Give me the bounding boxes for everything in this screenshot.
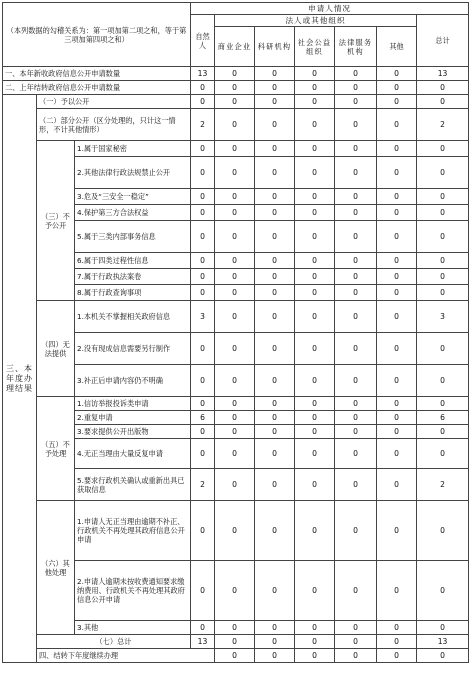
- group-label-g5: （五）不予处理: [37, 397, 75, 501]
- value-cell-research: 0: [255, 397, 295, 411]
- value-cell-social: 0: [335, 649, 377, 663]
- header-other: 其他: [377, 27, 417, 67]
- value-cell-total: 0: [417, 285, 469, 301]
- value-cell-total: 0: [417, 365, 469, 397]
- value-cell-natural-person: 0: [191, 561, 215, 621]
- value-cell-social: 0: [295, 365, 335, 397]
- value-cell-natural-person: 0: [191, 333, 215, 365]
- row-label: 4.保护第三方合法权益: [75, 205, 191, 221]
- row-label: 1.本机关不掌握相关政府信息: [75, 301, 191, 333]
- value-cell-natural-person: 0: [191, 205, 215, 221]
- value-cell-research: 0: [255, 109, 295, 141]
- value-cell-research: 0: [255, 67, 295, 81]
- value-cell-commercial: 0: [215, 205, 255, 221]
- row-label: 二、上年结转政府信息公开申请数量: [3, 81, 191, 95]
- row-label: 四、结转下年度继续办理: [37, 649, 215, 663]
- value-cell-total: 0: [417, 189, 469, 205]
- value-cell-other: 0: [377, 469, 417, 501]
- header-note: （本列数据的勾稽关系为：第一项加第二项之和，等于第三项加第四项之和）: [3, 3, 191, 67]
- value-cell-other: 0: [417, 649, 469, 663]
- value-cell-other: 0: [377, 205, 417, 221]
- header-row-1: [3, 3, 469, 15]
- value-cell-commercial: 0: [215, 269, 255, 285]
- header-total: 总计: [417, 15, 469, 67]
- value-cell-legal-service: 0: [335, 189, 377, 205]
- table-row: [3, 95, 469, 109]
- header-applicant-situation: 申请人情况: [191, 3, 469, 15]
- value-cell-legal-service: 0: [377, 649, 417, 663]
- value-cell-commercial: 0: [215, 425, 255, 439]
- value-cell-commercial: 0: [215, 439, 255, 469]
- value-cell-commercial: 0: [215, 301, 255, 333]
- value-cell-commercial: 0: [215, 221, 255, 253]
- value-cell-social: 0: [295, 67, 335, 81]
- table-row: [3, 81, 469, 95]
- value-cell-research: 0: [295, 649, 335, 663]
- value-cell-natural-person: 0: [191, 439, 215, 469]
- table-row: [3, 109, 469, 141]
- value-cell-commercial: 0: [215, 621, 255, 635]
- value-cell-research: 0: [255, 189, 295, 205]
- value-cell-social: 0: [295, 81, 335, 95]
- header-natural-person: 自然人: [191, 15, 215, 67]
- row-label: 3.其他: [75, 621, 191, 635]
- row-label: 3.补正后申请内容仍不明确: [75, 365, 191, 397]
- row-label: 8.属于行政查询事项: [75, 285, 191, 301]
- value-cell-research: 0: [255, 301, 295, 333]
- value-cell-commercial: 0: [215, 285, 255, 301]
- value-cell-research: 0: [255, 333, 295, 365]
- value-cell-total: 13: [417, 635, 469, 649]
- group-label-g3: （三）不予公开: [37, 141, 75, 301]
- value-cell-total: 0: [417, 141, 469, 157]
- value-cell-research: 0: [255, 157, 295, 189]
- value-cell-natural-person: 0: [191, 425, 215, 439]
- row-label: 2.申请人逾期未按收费通知要求缴纳费用、行政机关不再处理其政府信息公开申请: [75, 561, 191, 621]
- value-cell-total: 3: [417, 301, 469, 333]
- value-cell-natural-person: 0: [191, 501, 215, 561]
- value-cell-total: 0: [417, 439, 469, 469]
- value-cell-commercial: 0: [215, 365, 255, 397]
- value-cell-other: 0: [377, 333, 417, 365]
- value-cell-research: 0: [255, 425, 295, 439]
- value-cell-legal-service: 0: [335, 157, 377, 189]
- value-cell-research: 0: [255, 269, 295, 285]
- value-cell-research: 0: [255, 411, 295, 425]
- header-legal-service: 法律服务机构: [335, 27, 377, 67]
- header-commercial: 商业企业: [215, 27, 255, 67]
- value-cell-legal-service: 0: [335, 333, 377, 365]
- value-cell-research: 0: [255, 95, 295, 109]
- value-cell-natural-person: 0: [215, 649, 255, 663]
- value-cell-other: 0: [377, 425, 417, 439]
- value-cell-natural-person: 0: [191, 81, 215, 95]
- value-cell-research: 0: [255, 501, 295, 561]
- application-statistics-table-wrapper: [2, 2, 468, 663]
- value-cell-research: 0: [255, 253, 295, 269]
- value-cell-social: 0: [295, 285, 335, 301]
- value-cell-legal-service: 0: [335, 469, 377, 501]
- value-cell-social: 0: [295, 333, 335, 365]
- value-cell-commercial: 0: [215, 81, 255, 95]
- value-cell-legal-service: 0: [335, 221, 377, 253]
- table-row: [3, 649, 469, 663]
- value-cell-other: 0: [377, 635, 417, 649]
- value-cell-total: 2: [417, 469, 469, 501]
- value-cell-legal-service: 0: [335, 301, 377, 333]
- section-label-r3: 三、本年度办理结果: [3, 95, 37, 663]
- value-cell-natural-person: 0: [191, 621, 215, 635]
- value-cell-social: 0: [295, 469, 335, 501]
- value-cell-legal-service: 0: [335, 141, 377, 157]
- value-cell-other: 0: [377, 109, 417, 141]
- value-cell-social: 0: [295, 141, 335, 157]
- value-cell-research: 0: [255, 285, 295, 301]
- value-cell-research: 0: [255, 635, 295, 649]
- value-cell-research: 0: [255, 205, 295, 221]
- row-label: 2.其他法律行政法规禁止公开: [75, 157, 191, 189]
- row-label: 5.要求行政机关确认或重新出具已获取信息: [75, 469, 191, 501]
- header-research: 科研机构: [255, 27, 295, 67]
- value-cell-legal-service: 0: [335, 397, 377, 411]
- value-cell-natural-person: 2: [191, 469, 215, 501]
- value-cell-other: 0: [377, 285, 417, 301]
- value-cell-legal-service: 0: [335, 81, 377, 95]
- value-cell-commercial: 0: [215, 95, 255, 109]
- value-cell-natural-person: 0: [191, 141, 215, 157]
- value-cell-total: 0: [417, 81, 469, 95]
- application-statistics-table: [2, 2, 469, 663]
- value-cell-social: 0: [295, 397, 335, 411]
- value-cell-total: 6: [417, 411, 469, 425]
- value-cell-natural-person: 0: [191, 285, 215, 301]
- value-cell-legal-service: 0: [335, 635, 377, 649]
- value-cell-social: 0: [295, 253, 335, 269]
- value-cell-total: 2: [417, 109, 469, 141]
- value-cell-social: 0: [295, 425, 335, 439]
- value-cell-legal-service: 0: [335, 411, 377, 425]
- value-cell-legal-service: 0: [335, 439, 377, 469]
- row-label: 3.要求提供公开出版物: [75, 425, 191, 439]
- value-cell-social: 0: [295, 301, 335, 333]
- value-cell-other: 0: [377, 221, 417, 253]
- value-cell-legal-service: 0: [335, 67, 377, 81]
- value-cell-other: 0: [377, 157, 417, 189]
- row-label: （七）总计: [37, 635, 191, 649]
- value-cell-social: 0: [295, 189, 335, 205]
- value-cell-natural-person: 3: [191, 301, 215, 333]
- value-cell-other: 0: [377, 621, 417, 635]
- value-cell-legal-service: 0: [335, 621, 377, 635]
- value-cell-legal-service: 0: [335, 253, 377, 269]
- value-cell-social: 0: [295, 205, 335, 221]
- value-cell-social: 0: [295, 621, 335, 635]
- value-cell-natural-person: 0: [191, 269, 215, 285]
- value-cell-natural-person: 0: [191, 95, 215, 109]
- row-label: （一）予以公开: [37, 95, 191, 109]
- value-cell-natural-person: 0: [191, 365, 215, 397]
- header-social: 社会公益组织: [295, 27, 335, 67]
- value-cell-commercial: 0: [215, 67, 255, 81]
- value-cell-other: 0: [377, 397, 417, 411]
- value-cell-legal-service: 0: [335, 561, 377, 621]
- value-cell-total: 0: [417, 269, 469, 285]
- value-cell-research: 0: [255, 81, 295, 95]
- value-cell-social: 0: [295, 157, 335, 189]
- value-cell-other: 0: [377, 189, 417, 205]
- value-cell-social: 0: [295, 221, 335, 253]
- row-label: 4.无正当理由大量反复申请: [75, 439, 191, 469]
- value-cell-research: 0: [255, 621, 295, 635]
- row-label: 1.信访举报投诉类申请: [75, 397, 191, 411]
- value-cell-other: 0: [377, 81, 417, 95]
- value-cell-legal-service: 0: [335, 365, 377, 397]
- value-cell-natural-person: 0: [191, 253, 215, 269]
- table-row: [3, 301, 469, 333]
- value-cell-research: 0: [255, 439, 295, 469]
- value-cell-natural-person: 0: [191, 397, 215, 411]
- value-cell-social: 0: [295, 95, 335, 109]
- value-cell-natural-person: 6: [191, 411, 215, 425]
- value-cell-research: 0: [255, 365, 295, 397]
- value-cell-commercial: 0: [215, 109, 255, 141]
- value-cell-research: 0: [255, 561, 295, 621]
- value-cell-social: 0: [295, 109, 335, 141]
- row-label: 7.属于行政执法案卷: [75, 269, 191, 285]
- value-cell-other: 0: [377, 269, 417, 285]
- value-cell-total: 0: [417, 157, 469, 189]
- value-cell-commercial: 0: [215, 561, 255, 621]
- value-cell-legal-service: 0: [335, 269, 377, 285]
- value-cell-other: 0: [377, 95, 417, 109]
- value-cell-research: 0: [255, 221, 295, 253]
- table-row: [3, 501, 469, 561]
- value-cell-social: 0: [295, 411, 335, 425]
- value-cell-commercial: 0: [215, 141, 255, 157]
- value-cell-commercial: 0: [215, 635, 255, 649]
- value-cell-total: 0: [417, 205, 469, 221]
- value-cell-other: 0: [377, 141, 417, 157]
- row-label: 5.属于三类内部事务信息: [75, 221, 191, 253]
- row-label: 一、本年新收政府信息公开申请数量: [3, 67, 191, 81]
- table-row: [3, 635, 469, 649]
- value-cell-other: 0: [377, 253, 417, 269]
- value-cell-total: 0: [417, 333, 469, 365]
- value-cell-legal-service: 0: [335, 205, 377, 221]
- value-cell-legal-service: 0: [335, 501, 377, 561]
- value-cell-other: 0: [377, 501, 417, 561]
- value-cell-social: 0: [295, 269, 335, 285]
- value-cell-social: 0: [295, 439, 335, 469]
- value-cell-commercial: 0: [215, 189, 255, 205]
- value-cell-total: 0: [417, 95, 469, 109]
- value-cell-social: 0: [295, 561, 335, 621]
- value-cell-other: 0: [377, 67, 417, 81]
- row-label: （二）部分公开（区分处理的，只计这一情形，不计其他情形）: [37, 109, 191, 141]
- value-cell-other: 0: [377, 365, 417, 397]
- value-cell-total: 13: [417, 67, 469, 81]
- value-cell-other: 0: [377, 301, 417, 333]
- value-cell-commercial: 0: [215, 469, 255, 501]
- row-label: 1.申请人无正当理由逾期不补正、行政机关不再处理其政府信息公开申请: [75, 501, 191, 561]
- row-label: 6.属于四类过程性信息: [75, 253, 191, 269]
- value-cell-other: 0: [377, 439, 417, 469]
- value-cell-commercial: 0: [255, 649, 295, 663]
- value-cell-total: 0: [417, 221, 469, 253]
- row-label: 3.危及“三安全一稳定”: [75, 189, 191, 205]
- value-cell-commercial: 0: [215, 157, 255, 189]
- value-cell-commercial: 0: [215, 397, 255, 411]
- header-legal-group: 法人或其他组织: [215, 15, 417, 27]
- value-cell-commercial: 0: [215, 501, 255, 561]
- value-cell-total: 0: [417, 561, 469, 621]
- value-cell-natural-person: 2: [191, 109, 215, 141]
- value-cell-commercial: 0: [215, 411, 255, 425]
- table-row: [3, 141, 469, 157]
- value-cell-legal-service: 0: [335, 95, 377, 109]
- value-cell-total: 0: [417, 425, 469, 439]
- group-label-g4: （四）无法提供: [37, 301, 75, 397]
- value-cell-natural-person: 0: [191, 221, 215, 253]
- row-label: 1.属于国家秘密: [75, 141, 191, 157]
- row-label: 2.重复申请: [75, 411, 191, 425]
- value-cell-total: 0: [417, 253, 469, 269]
- value-cell-legal-service: 0: [335, 285, 377, 301]
- value-cell-total: 0: [417, 501, 469, 561]
- value-cell-natural-person: 0: [191, 157, 215, 189]
- value-cell-legal-service: 0: [335, 109, 377, 141]
- value-cell-natural-person: 0: [191, 189, 215, 205]
- value-cell-social: 0: [295, 501, 335, 561]
- value-cell-commercial: 0: [215, 333, 255, 365]
- value-cell-research: 0: [255, 141, 295, 157]
- value-cell-research: 0: [255, 469, 295, 501]
- value-cell-other: 0: [377, 411, 417, 425]
- table-row: [3, 397, 469, 411]
- value-cell-natural-person: 13: [191, 635, 215, 649]
- row-label: 2.没有现成信息需要另行制作: [75, 333, 191, 365]
- value-cell-total: 0: [417, 621, 469, 635]
- value-cell-natural-person: 13: [191, 67, 215, 81]
- value-cell-legal-service: 0: [335, 425, 377, 439]
- value-cell-total: 0: [417, 397, 469, 411]
- value-cell-commercial: 0: [215, 253, 255, 269]
- value-cell-other: 0: [377, 561, 417, 621]
- value-cell-social: 0: [295, 635, 335, 649]
- group-label-g6: （六）其他处理: [37, 501, 75, 635]
- table-row: [3, 67, 469, 81]
